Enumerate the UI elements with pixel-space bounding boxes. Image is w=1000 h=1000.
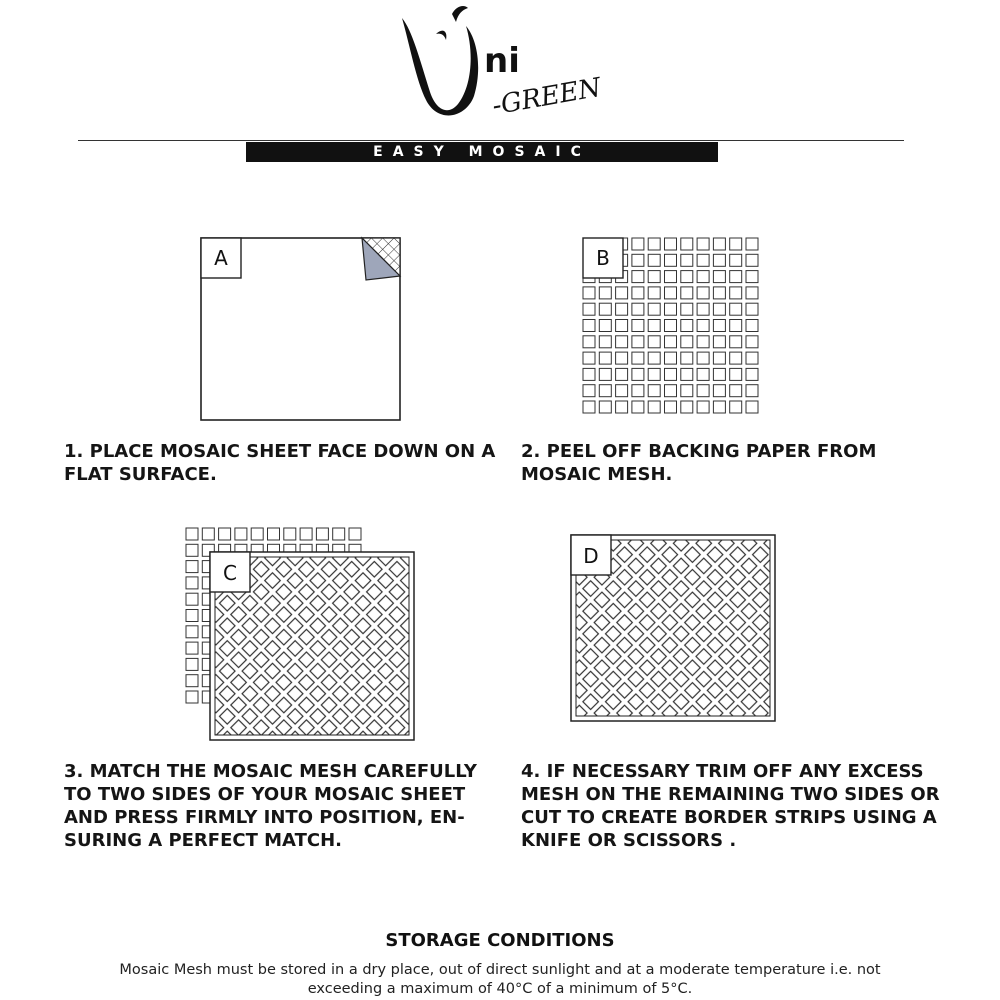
grid-tile: [648, 368, 660, 380]
grid-tile: [648, 287, 660, 299]
grid-tile: [730, 254, 742, 266]
step-4: 4. IF NECESSARY TRIM OFF ANY EXCESS MESH ON THE REMAINING TWO SIDES OR CUT TO CREATE BORDER STRIPS USING A KNIFE OR SCISSORS .: [521, 761, 940, 851]
page-title: EASY MOSAIC: [246, 142, 718, 162]
grid-tile: [599, 368, 611, 380]
grid-tile: [746, 368, 758, 380]
grid-tile: [697, 352, 709, 364]
grid-tile: [616, 303, 628, 315]
grid-tile: [186, 593, 198, 605]
grid-tile: [681, 385, 693, 397]
grid-tile: [583, 287, 595, 299]
grid-tile: [186, 544, 198, 556]
grid-tile: [665, 303, 677, 315]
step-1: 1. PLACE MOSAIC SHEET FACE DOWN ON A FLAT SURFACE.: [64, 441, 496, 485]
grid-tile: [632, 368, 644, 380]
grid-tile: [599, 303, 611, 315]
grid-tile: [648, 385, 660, 397]
grid-tile: [632, 401, 644, 413]
grid-tile: [583, 336, 595, 348]
grid-tile: [730, 368, 742, 380]
grid-tile: [665, 320, 677, 332]
grid-tile: [697, 287, 709, 299]
grid-tile: [186, 528, 198, 540]
grid-tile: [665, 368, 677, 380]
grid-tile: [746, 238, 758, 250]
grid-tile: [665, 336, 677, 348]
grid-tile: [616, 401, 628, 413]
grid-tile: [681, 336, 693, 348]
grid-tile: [648, 336, 660, 348]
figure-a-label: A: [214, 246, 228, 270]
grid-tile: [665, 271, 677, 283]
grid-tile: [713, 254, 725, 266]
grid-tile: [300, 528, 312, 540]
grid-tile: [186, 626, 198, 638]
grid-tile: [697, 401, 709, 413]
grid-tile: [665, 385, 677, 397]
grid-tile: [648, 320, 660, 332]
logo-green: -GREEN: [489, 72, 604, 122]
grid-tile: [746, 336, 758, 348]
figure-b: [578, 232, 768, 422]
grid-tile: [697, 271, 709, 283]
step-3: 3. MATCH THE MOSAIC MESH CAREFULLY TO TWO SIDES OF YOUR MOSAIC SHEET AND PRESS FIRMLY INTO POSITION, EN- SURING A PERFECT MATCH.: [64, 761, 477, 851]
step-2: 2. PEEL OFF BACKING PAPER FROM MOSAIC MESH.: [521, 441, 877, 485]
grid-tile: [186, 577, 198, 589]
grid-tile: [681, 320, 693, 332]
grid-tile: [186, 691, 198, 703]
figure-b-label: B: [596, 246, 610, 270]
grid-tile: [713, 368, 725, 380]
uni-green-logo: [390, 0, 610, 122]
grid-tile: [713, 352, 725, 364]
grid-tile: [730, 401, 742, 413]
grid-tile: [746, 271, 758, 283]
grid-tile: [599, 336, 611, 348]
grid-tile: [681, 287, 693, 299]
grid-tile: [697, 254, 709, 266]
grid-tile: [316, 528, 328, 540]
grid-tile: [665, 352, 677, 364]
grid-tile: [186, 642, 198, 654]
grid-tile: [697, 238, 709, 250]
grid-tile: [632, 303, 644, 315]
grid-tile: [746, 303, 758, 315]
figure-c-label: C: [223, 561, 237, 585]
grid-tile: [616, 352, 628, 364]
grid-tile: [730, 352, 742, 364]
grid-tile: [746, 287, 758, 299]
grid-tile: [713, 401, 725, 413]
grid-tile: [681, 271, 693, 283]
grid-tile: [730, 336, 742, 348]
grid-tile: [730, 385, 742, 397]
grid-tile: [713, 385, 725, 397]
grid-tile: [235, 528, 247, 540]
grid-tile: [632, 271, 644, 283]
grid-tile: [251, 528, 263, 540]
grid-tile: [730, 238, 742, 250]
grid-tile: [746, 401, 758, 413]
grid-tile: [648, 401, 660, 413]
grid-tile: [349, 528, 361, 540]
grid-tile: [632, 352, 644, 364]
grid-tile: [713, 238, 725, 250]
grid-tile: [616, 320, 628, 332]
grid-tile: [681, 352, 693, 364]
grid-tile: [730, 271, 742, 283]
logo-ni: ni: [484, 41, 520, 81]
grid-tile: [219, 528, 231, 540]
grid-tile: [746, 385, 758, 397]
grid-tile: [681, 368, 693, 380]
grid-tile: [616, 385, 628, 397]
grid-tile: [632, 385, 644, 397]
grid-tile: [599, 287, 611, 299]
grid-tile: [648, 303, 660, 315]
grid-tile: [697, 303, 709, 315]
grid-tile: [713, 320, 725, 332]
grid-tile: [186, 658, 198, 670]
grid-tile: [599, 320, 611, 332]
figure-d: [568, 532, 778, 724]
grid-tile: [583, 368, 595, 380]
grid-tile: [697, 385, 709, 397]
grid-tile: [616, 368, 628, 380]
grid-tile: [599, 401, 611, 413]
grid-tile: [632, 320, 644, 332]
grid-tile: [713, 271, 725, 283]
grid-tile: [583, 303, 595, 315]
grid-tile: [583, 401, 595, 413]
grid-tile: [333, 528, 345, 540]
grid-tile: [648, 352, 660, 364]
grid-tile: [665, 287, 677, 299]
figure-c: [182, 524, 418, 744]
grid-tile: [186, 610, 198, 622]
grid-tile: [697, 320, 709, 332]
grid-tile: [648, 254, 660, 266]
grid-tile: [665, 254, 677, 266]
grid-tile: [730, 320, 742, 332]
grid-tile: [268, 528, 280, 540]
grid-tile: [713, 287, 725, 299]
grid-tile: [284, 528, 296, 540]
grid-tile: [616, 336, 628, 348]
grid-tile: [665, 238, 677, 250]
grid-tile: [632, 287, 644, 299]
grid-tile: [583, 320, 595, 332]
grid-tile: [186, 561, 198, 573]
grid-tile: [186, 675, 198, 687]
grid-tile: [583, 385, 595, 397]
grid-tile: [648, 238, 660, 250]
grid-tile: [681, 401, 693, 413]
grid-tile: [730, 287, 742, 299]
grid-tile: [648, 271, 660, 283]
grid-tile: [599, 352, 611, 364]
storage-text: Mosaic Mesh must be stored in a dry place, out of direct sunlight and at a moderate temperature i.e. not exceeding a maximum of 40°C of a minimum of 5°C.: [119, 962, 881, 997]
grid-tile: [697, 368, 709, 380]
header-rule: [78, 140, 904, 141]
figure-a: [196, 232, 408, 426]
grid-tile: [746, 352, 758, 364]
figure-d-label: D: [583, 544, 599, 568]
grid-tile: [632, 238, 644, 250]
grid-tile: [616, 287, 628, 299]
grid-tile: [746, 254, 758, 266]
grid-tile: [730, 303, 742, 315]
grid-tile: [632, 336, 644, 348]
grid-tile: [746, 320, 758, 332]
storage-title: STORAGE CONDITIONS: [385, 930, 615, 951]
grid-tile: [713, 303, 725, 315]
grid-tile: [665, 401, 677, 413]
grid-tile: [697, 336, 709, 348]
grid-tile: [681, 238, 693, 250]
grid-tile: [713, 336, 725, 348]
grid-tile: [681, 254, 693, 266]
grid-tile: [202, 528, 214, 540]
grid-tile: [583, 352, 595, 364]
grid-tile: [632, 254, 644, 266]
grid-tile: [599, 385, 611, 397]
grid-tile: [681, 303, 693, 315]
